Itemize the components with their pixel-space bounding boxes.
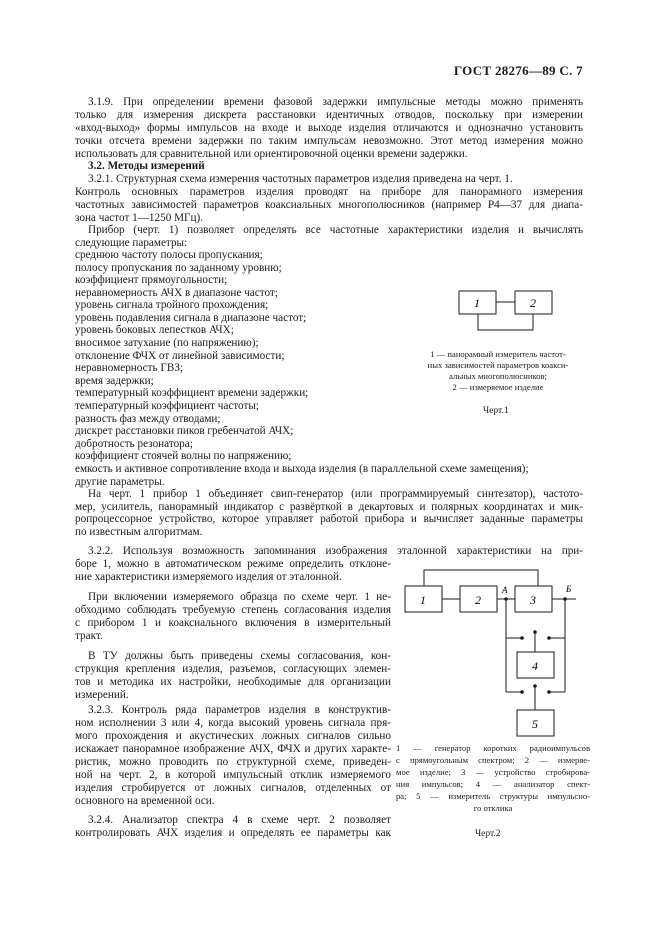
text-line: ропроцессорное устройство, которое управляет работой прибора и вычисляет заданные параметры bbox=[75, 513, 583, 525]
text-line: только для измерения дискрета расстановки идентичных отводов, поскольку при измерении bbox=[75, 109, 583, 121]
param-item: среднюю частоту полосы пропускания; bbox=[75, 249, 263, 261]
text-line: основного на временной оси. bbox=[75, 795, 215, 807]
param-item: температурный коэффициент частоты; bbox=[75, 400, 259, 412]
param-item: уровень сигнала тройного прохождения; bbox=[75, 299, 269, 311]
param-item: уровень боковых лепестков АЧХ; bbox=[75, 324, 234, 336]
text-line: изделия стробируется от ложных сигналов, отделенных от bbox=[75, 782, 391, 794]
text-line: 3.2.3. Контроль ряда параметров изделия в конструктив- bbox=[88, 704, 391, 716]
figure-1-label: Черт.1 bbox=[483, 406, 509, 416]
text-line: тов и методика их настройки, необходимые для организации bbox=[75, 676, 391, 688]
text-line: искажает панорамное изображение АЧХ, ФЧХ и других характе- bbox=[75, 743, 391, 755]
text-line: На черт. 1 прибор 1 объединяет свип-генератор (или программируемый синтезатор), частото- bbox=[88, 488, 583, 500]
text-line: зона частот 1—1250 МГц). bbox=[75, 212, 204, 224]
param-item: неравномерность АЧХ в диапазоне частот; bbox=[75, 287, 278, 299]
fig1-caption-line: альных многополюсников; bbox=[449, 371, 547, 381]
fig2-caption-line: мое изделие; 3 — устройство стробирова- bbox=[396, 767, 590, 777]
section-heading: 3.2. Методы измерений bbox=[88, 160, 205, 172]
fig2-caption-line: с прямоугольным спектром; 2 — измеряе- bbox=[396, 755, 590, 765]
text-line: 3.2.4. Анализатор спектра 4 в схеме черт. 2 позволяет bbox=[88, 814, 391, 826]
param-item: неравномерность ГВЗ; bbox=[75, 362, 184, 374]
text-line: точки отсчета времени задержки по таким импульсам невозможно. Этот метод измерения можно bbox=[75, 135, 583, 147]
fig2-contact bbox=[520, 636, 524, 640]
fig2-caption-line: ния импульсов; 4 — анализатор спект- bbox=[396, 779, 590, 789]
fig2-point-b: Б bbox=[566, 584, 572, 594]
text-line: измерений. bbox=[75, 689, 129, 701]
fig2-caption-line: ра; 5 — измеритель структуры импульсно- bbox=[396, 791, 590, 801]
figure-2-diagram bbox=[396, 566, 590, 740]
page-header: ГОСТ 28276—89 С. 7 bbox=[453, 63, 583, 78]
text-line: обходимо соблюдать требуемую степень согласования изделия bbox=[75, 604, 391, 616]
text-line: 3.1.9. При определении времени фазовой задержки импульсные методы можно применять bbox=[88, 96, 583, 108]
figure-2-label: Черт.2 bbox=[475, 829, 501, 839]
fig1-caption-line: 1 — панорамный измеритель частот- bbox=[430, 349, 566, 359]
text-line: мого прохождения и акустических ложных сигналов сильно bbox=[75, 730, 391, 742]
text-line: ном исполнении 3 или 4, когда высокий уровень сигнала пря- bbox=[75, 717, 391, 729]
fig2-sync-line bbox=[424, 570, 538, 586]
text-line: «вход-выход» формы импульсов на входе и выходе изделия отличаются и однозначно установить bbox=[75, 122, 583, 134]
fig2-contact bbox=[547, 636, 551, 640]
text-line: При включении измеряемого образца по схеме черт. 1 не- bbox=[88, 591, 391, 603]
fig2-contact bbox=[520, 690, 524, 694]
param-item: отклонение ФЧХ от линейной зависимости; bbox=[75, 350, 285, 362]
text-line: 3.2.1. Структурная схема измерения частотных параметров изделия приведена на черт. 1. bbox=[88, 173, 513, 185]
fig2-point-a: А bbox=[502, 585, 508, 595]
text-line: В ТУ должны быть приведены схемы согласования, кон- bbox=[88, 650, 391, 662]
text-line: Контроль основных параметров изделия проводят на приборе для панорамного измерения bbox=[75, 186, 583, 198]
fig2-block-label: 5 bbox=[532, 717, 538, 731]
text-line: ной на черт. 2, в которой импульсный отклик измеряемого bbox=[75, 769, 391, 781]
fig2-junction bbox=[504, 597, 508, 601]
param-item: уровень подавления сигнала в диапазоне частот; bbox=[75, 312, 307, 324]
fig2-junction bbox=[563, 597, 567, 601]
fig2-caption-line: го отклика bbox=[473, 803, 513, 813]
fig1-block-label: 1 bbox=[474, 296, 480, 310]
text-line: с прибором 1 и коаксиального включения в измерительный bbox=[75, 617, 391, 629]
text-line: мер, усилитель, панорамный индикатор с развёрткой в декартовых и полярных координатах и мик- bbox=[75, 501, 583, 513]
fig2-block-label: 3 bbox=[530, 593, 536, 607]
param-item: коэффициент стоячей волны по напряжению; bbox=[75, 450, 292, 462]
fig1-caption-line: 2 — измеряемое изделие bbox=[452, 382, 544, 392]
text-line: частотных зависимостей параметров коаксиальных многополюсников (например Р4—37 для диапа- bbox=[75, 199, 583, 211]
param-item: другие параметры. bbox=[75, 476, 165, 488]
text-line: ние характеристики измеряемого изделия от эталонной. bbox=[75, 571, 342, 583]
fig2-block-label: 2 bbox=[475, 593, 481, 607]
param-item: добротность резонатора; bbox=[75, 438, 193, 450]
param-item: дискрет расстановки пиков гребенчатой АЧХ; bbox=[75, 425, 294, 437]
fig2-caption-line: 1 — генератор коротких радиоимпульсов bbox=[396, 743, 590, 753]
fig1-caption-line: ных зависимостей параметров коакси- bbox=[427, 360, 569, 370]
text-line: контролировать АЧХ изделия и определять ее параметры как bbox=[75, 827, 391, 839]
param-item: полосу пропускания по заданному уровню; bbox=[75, 262, 282, 274]
text-line: Прибор (черт. 1) позволяет определять все частотные характеристики изделия и вычислять bbox=[88, 224, 583, 236]
figure-1-diagram bbox=[450, 288, 560, 338]
param-item: вносимое затухание (по напряжению); bbox=[75, 337, 259, 349]
text-line: использовать для сравнительной или ориентировочной оценки времени задержки. bbox=[75, 148, 468, 160]
text-line: 3.2.2. Используя возможность запоминания изображения эталонной характеристики на при- bbox=[88, 545, 583, 557]
text-line: ристик, можно проводить по структурной схеме, приведен- bbox=[75, 756, 391, 768]
text-line: боре 1, можно в автоматическом режиме определить отклоне- bbox=[75, 558, 391, 570]
fig2-block-label: 1 bbox=[420, 593, 426, 607]
text-line: струкция крепления изделия, разъемов, согласующих элемен- bbox=[75, 663, 391, 675]
fig2-contact bbox=[547, 690, 551, 694]
fig1-block-label: 2 bbox=[530, 296, 536, 310]
param-item: емкость и активное сопротивление входа и выхода изделия (в параллельной схеме замещения); bbox=[75, 463, 529, 475]
text-line: по известным алгоритмам. bbox=[75, 526, 203, 538]
text-line: следующие параметры: bbox=[75, 237, 188, 249]
param-item: коэффициент прямоугольности; bbox=[75, 274, 228, 286]
param-item: разность фаз между отводами; bbox=[75, 413, 221, 425]
fig1-connector bbox=[478, 314, 533, 330]
param-item: температурный коэффициент времени задержки; bbox=[75, 387, 309, 399]
text-line: тракт. bbox=[75, 630, 103, 642]
param-item: время задержки; bbox=[75, 375, 154, 387]
fig2-block-label: 4 bbox=[532, 659, 538, 673]
